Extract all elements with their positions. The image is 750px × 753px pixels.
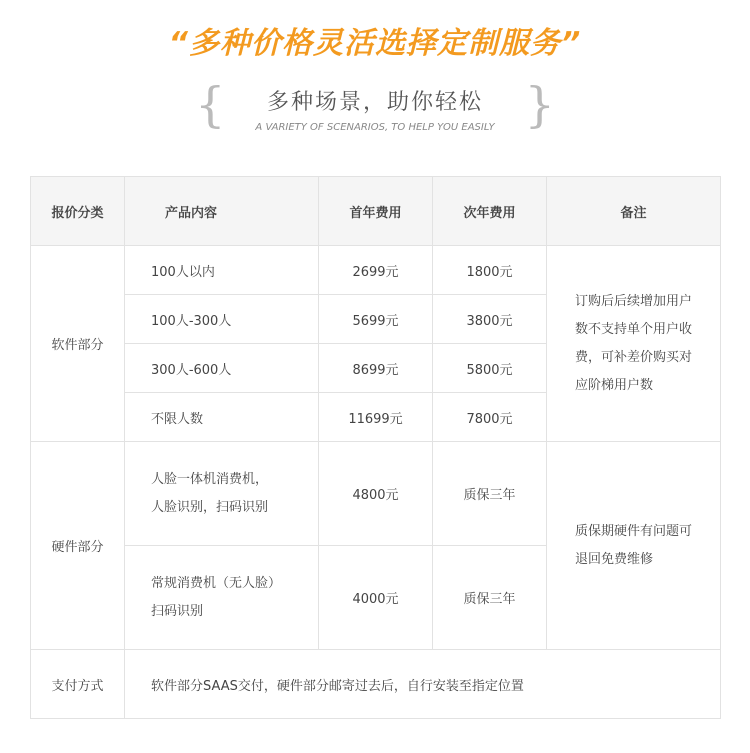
main-title: “多种价格灵活选择定制服务” xyxy=(168,26,582,61)
hardware-content-line: 人脸识别，扫码识别 xyxy=(151,499,269,515)
software-content: 100人-300人 xyxy=(125,295,319,344)
payment-category: 支付方式 xyxy=(31,650,125,719)
header-remark: 备注 xyxy=(547,177,721,246)
software-next-year: 7800元 xyxy=(433,393,547,442)
hardware-first-year: 4000元 xyxy=(319,546,433,650)
table-row xyxy=(31,442,721,546)
software-content: 100人以内 xyxy=(125,246,319,295)
hardware-first-year: 4800元 xyxy=(319,442,433,546)
header-category: 报价分类 xyxy=(31,177,125,246)
software-first-year: 11699元 xyxy=(319,393,433,442)
header-first-year: 首年费用 xyxy=(319,177,433,246)
hardware-remark xyxy=(547,442,721,650)
hardware-category: 硬件部分 xyxy=(31,442,125,650)
price-table xyxy=(30,176,721,719)
hardware-content-line: 扫码识别 xyxy=(151,603,204,619)
table-header-row xyxy=(31,177,721,246)
software-remark xyxy=(547,246,721,442)
software-next-year: 5800元 xyxy=(433,344,547,393)
software-first-year: 2699元 xyxy=(319,246,433,295)
subtitle-block xyxy=(195,77,555,137)
left-brace-icon: { xyxy=(195,77,226,133)
header-next-year: 次年费用 xyxy=(433,177,547,246)
software-category: 软件部分 xyxy=(31,246,125,442)
software-remark-text: 订购后后续增加用户数不支持单个用户收费，可补差价购买对应阶梯用户数 xyxy=(575,293,693,393)
hardware-content xyxy=(125,442,319,546)
hardware-remark-text: 质保期硬件有问题可退回免费维修 xyxy=(575,523,693,567)
hardware-content-line: 常规消费机（无人脸） xyxy=(151,575,282,591)
subtitle-english: A VARIETY OF SCENARIOS, TO HELP YOU EASILY xyxy=(255,122,495,133)
subtitle: 多种场景，助你轻松 xyxy=(266,90,483,115)
header-content: 产品内容 xyxy=(125,177,319,246)
software-next-year: 1800元 xyxy=(433,246,547,295)
software-content: 300人-600人 xyxy=(125,344,319,393)
table-row xyxy=(31,246,721,295)
hardware-content-line: 人脸一体机消费机， xyxy=(151,471,269,487)
software-first-year: 8699元 xyxy=(319,344,433,393)
hardware-next-year: 质保三年 xyxy=(433,546,547,650)
hardware-content xyxy=(125,546,319,650)
software-next-year: 3800元 xyxy=(433,295,547,344)
table-row xyxy=(31,650,721,719)
hardware-next-year: 质保三年 xyxy=(433,442,547,546)
software-first-year: 5699元 xyxy=(319,295,433,344)
software-content: 不限人数 xyxy=(125,393,319,442)
right-brace-icon: } xyxy=(524,77,555,133)
payment-content: 软件部分SAAS交付，硬件部分邮寄过去后，自行安装至指定位置 xyxy=(125,650,721,719)
